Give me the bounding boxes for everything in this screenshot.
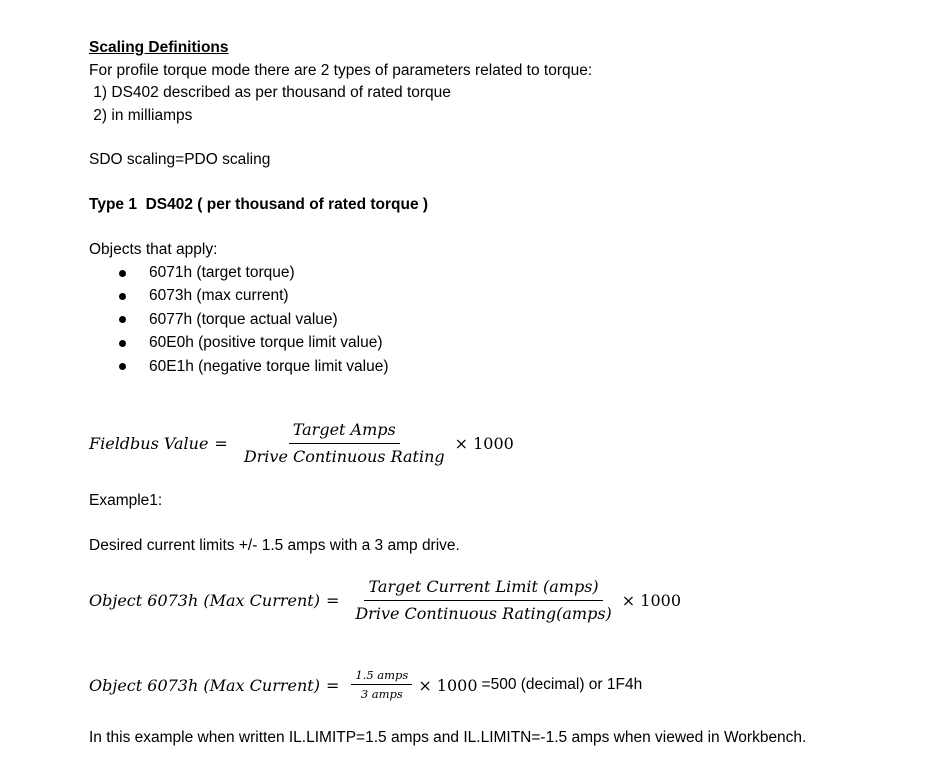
list-item [89,355,389,378]
object-text: 6073h (max current) [149,287,289,305]
bullet-icon [119,316,126,323]
fraction-denominator: Drive Continuous Rating [243,447,445,466]
formula-fieldbus-value [89,419,514,468]
bullet-icon [119,293,126,300]
object-text: 60E1h (negative torque limit value) [149,357,389,375]
fraction-denominator: 3 amps [360,687,403,701]
fraction-numerator: Target Current Limit (amps) [364,576,602,601]
bullet-icon [119,270,126,277]
fraction-numerator: Target Amps [289,419,400,444]
objects-list [89,261,389,378]
list-item [89,284,389,307]
multiplier: × 1000 [454,434,514,453]
fraction [351,668,412,702]
example-description: Desired current limits +/- 1.5 amps with a 3 amp drive. [89,537,460,554]
equals-sign: = [214,434,228,453]
multiplier: × 1000 [418,675,478,695]
bullet-icon [119,340,126,347]
example-label: Example1: [89,492,163,509]
equals-sign: = [325,591,340,610]
formula-max-current-example [89,668,642,702]
bullet-icon [119,363,126,370]
formula-lhs: Object 6073h (Max Current) [89,591,320,610]
object-text: 6077h (torque actual value) [149,310,338,328]
document-page [89,0,929,784]
formula-lhs: Object 6073h (Max Current) [89,675,320,695]
formula-max-current [89,576,681,625]
fraction-numerator: 1.5 amps [351,668,412,685]
fraction [351,576,615,625]
formula-result: =500 (decimal) or 1F4h [481,676,643,693]
object-text: 60E0h (positive torque limit value) [149,334,383,352]
equals-sign: = [325,675,340,695]
intro-line-2: 1) DS402 described as per thousand of rated torque [89,84,451,101]
objects-label: Objects that apply: [89,241,218,258]
multiplier: × 1000 [621,591,682,610]
fraction [240,419,449,468]
type1-heading: Type 1 DS402 ( per thousand of rated torque ) [89,196,429,213]
list-item [89,308,389,331]
section-heading: Scaling Definitions [89,39,229,56]
conclusion-text: In this example when written IL.LIMITP=1.5 amps and IL.LIMITN=-1.5 amps when viewed in Workbench. [89,729,807,746]
formula-lhs: Fieldbus Value [89,434,209,453]
list-item [89,331,389,354]
intro-line-1: For profile torque mode there are 2 types of parameters related to torque: [89,62,593,79]
list-item [89,261,389,284]
intro-line-3: 2) in milliamps [89,107,193,124]
object-text: 6071h (target torque) [149,264,295,281]
sdo-note: SDO scaling=PDO scaling [89,151,271,168]
fraction-denominator: Drive Continuous Rating(amps) [355,604,612,623]
